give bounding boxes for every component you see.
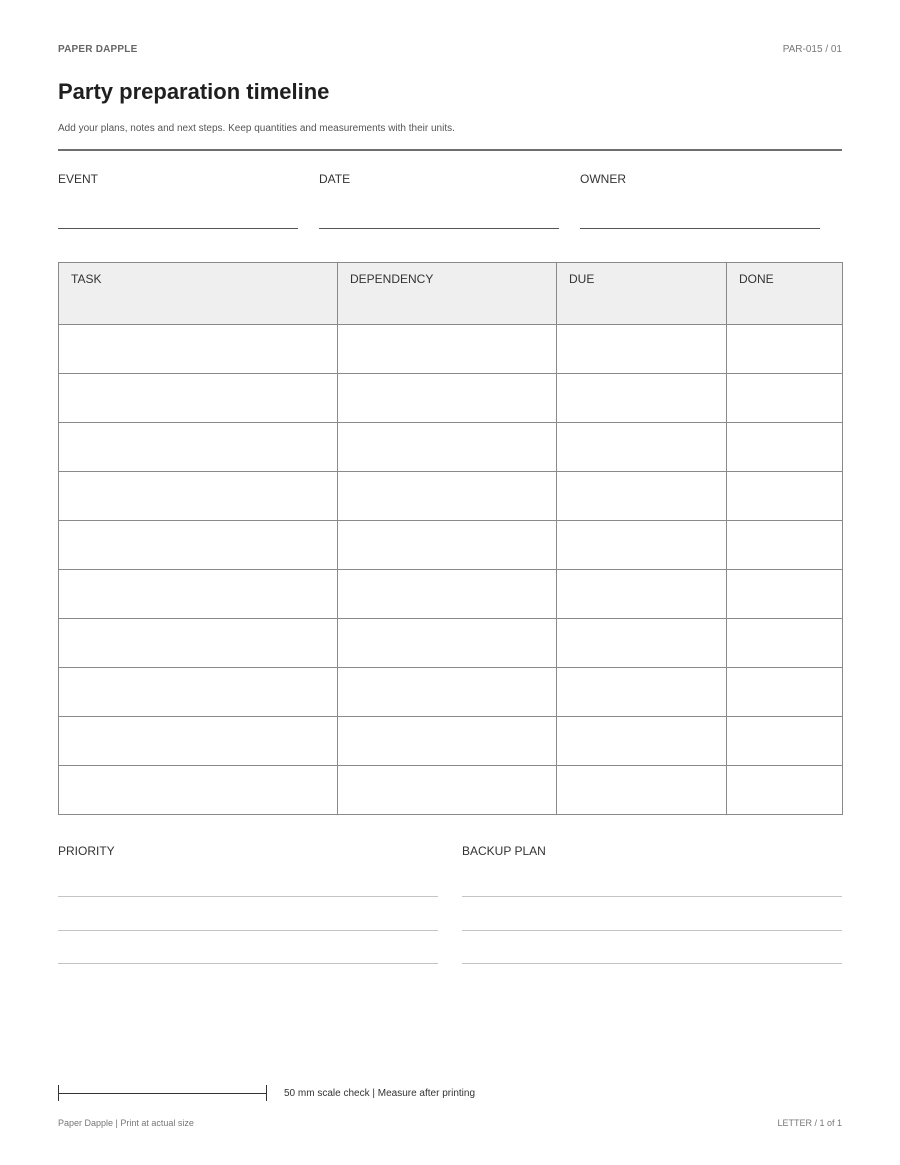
table-cell-task[interactable] — [59, 521, 338, 570]
owner-label: OWNER — [580, 172, 626, 186]
table-row — [59, 472, 843, 521]
table-cell-task[interactable] — [59, 374, 338, 423]
table-row — [59, 766, 843, 815]
column-header-due: DUE — [557, 263, 727, 325]
scale-check-bar — [58, 1085, 267, 1101]
table-row — [59, 325, 843, 374]
table-row — [59, 423, 843, 472]
scale-check-text: 50 mm scale check | Measure after printing — [284, 1088, 476, 1099]
table-row — [59, 619, 843, 668]
table-cell-dependency[interactable] — [338, 325, 557, 374]
table-cell-task[interactable] — [59, 717, 338, 766]
table-cell-task[interactable] — [59, 766, 338, 815]
page-title: Party preparation timeline — [58, 79, 330, 104]
table-cell-due[interactable] — [557, 668, 727, 717]
table-cell-task[interactable] — [59, 472, 338, 521]
owner-field[interactable] — [580, 228, 820, 229]
brand-name: PAPER DAPPLE — [58, 44, 138, 55]
backup-plan-line[interactable] — [462, 896, 842, 897]
priority-line[interactable] — [58, 930, 438, 931]
table-header-row — [59, 263, 843, 325]
table-cell-dependency[interactable] — [338, 472, 557, 521]
table-row — [59, 717, 843, 766]
table-cell-dependency[interactable] — [338, 374, 557, 423]
priority-label: PRIORITY — [58, 844, 115, 858]
table-row — [59, 570, 843, 619]
table-cell-due[interactable] — [557, 472, 727, 521]
table-cell-dependency[interactable] — [338, 668, 557, 717]
table-cell-due[interactable] — [557, 521, 727, 570]
date-label: DATE — [319, 172, 351, 186]
table-cell-dependency[interactable] — [338, 521, 557, 570]
table-cell-done[interactable] — [727, 619, 843, 668]
task-table — [58, 262, 843, 815]
table-cell-task[interactable] — [59, 423, 338, 472]
column-header-done: DONE — [727, 263, 843, 325]
priority-line[interactable] — [58, 896, 438, 897]
table-cell-due[interactable] — [557, 766, 727, 815]
scale-bar-line — [58, 1093, 267, 1094]
table-body — [59, 325, 843, 815]
priority-line[interactable] — [58, 963, 438, 964]
table-cell-due[interactable] — [557, 325, 727, 374]
table-row — [59, 521, 843, 570]
table-cell-due[interactable] — [557, 570, 727, 619]
page-subtitle: Add your plans, notes and next steps. Keep quantities and measurements with their units. — [58, 123, 455, 134]
table-cell-dependency[interactable] — [338, 570, 557, 619]
table-cell-task[interactable] — [59, 570, 338, 619]
table-cell-dependency[interactable] — [338, 619, 557, 668]
table-cell-due[interactable] — [557, 619, 727, 668]
table-cell-dependency[interactable] — [338, 717, 557, 766]
table-cell-done[interactable] — [727, 717, 843, 766]
table-cell-due[interactable] — [557, 717, 727, 766]
column-header-task: TASK — [59, 263, 338, 325]
table-cell-done[interactable] — [727, 668, 843, 717]
backup-plan-line[interactable] — [462, 963, 842, 964]
backup-plan-label: BACKUP PLAN — [462, 844, 546, 858]
table-row — [59, 668, 843, 717]
table-row — [59, 374, 843, 423]
scale-bar-end-tick — [266, 1085, 267, 1101]
header-divider — [58, 149, 842, 151]
column-header-dependency: DEPENDENCY — [338, 263, 557, 325]
backup-plan-line[interactable] — [462, 930, 842, 931]
event-field[interactable] — [58, 228, 298, 229]
table-cell-dependency[interactable] — [338, 766, 557, 815]
event-label: EVENT — [58, 172, 99, 186]
table-cell-task[interactable] — [59, 668, 338, 717]
date-field[interactable] — [319, 228, 559, 229]
scale-bar-start-tick — [58, 1085, 59, 1101]
table-cell-done[interactable] — [727, 423, 843, 472]
table-cell-dependency[interactable] — [338, 423, 557, 472]
table-cell-task[interactable] — [59, 325, 338, 374]
table-cell-due[interactable] — [557, 374, 727, 423]
table-cell-due[interactable] — [557, 423, 727, 472]
table-cell-done[interactable] — [727, 521, 843, 570]
footer-left: Paper Dapple | Print at actual size — [58, 1118, 194, 1128]
table-cell-done[interactable] — [727, 325, 843, 374]
table-cell-done[interactable] — [727, 766, 843, 815]
table-cell-done[interactable] — [727, 374, 843, 423]
document-id: PAR-015 / 01 — [782, 44, 842, 55]
table-cell-done[interactable] — [727, 472, 843, 521]
table-cell-task[interactable] — [59, 619, 338, 668]
footer-right: LETTER / 1 of 1 — [777, 1118, 842, 1128]
table-cell-done[interactable] — [727, 570, 843, 619]
